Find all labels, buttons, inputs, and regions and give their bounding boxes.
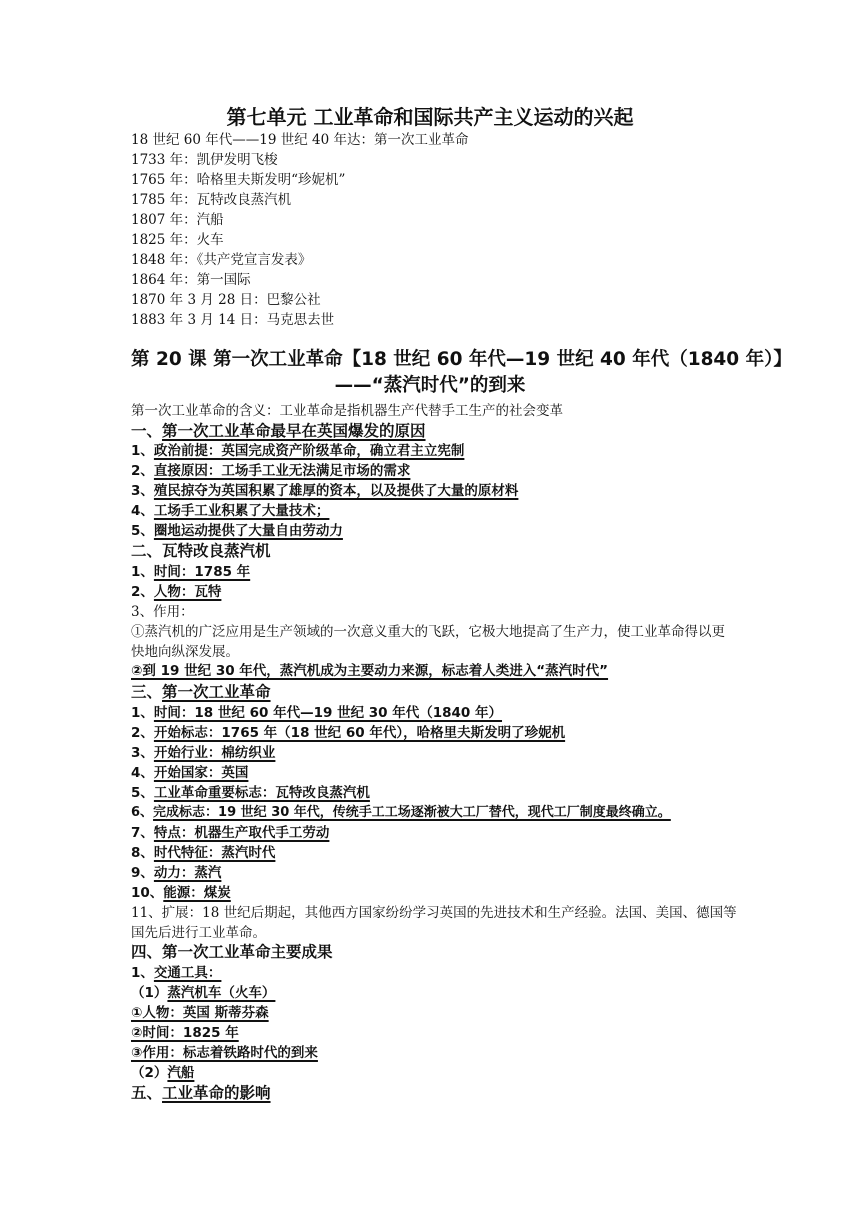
item-number: 10、	[131, 885, 164, 901]
section-2-heading: 二、瓦特改良蒸汽机	[131, 542, 271, 560]
list-item: ③作用：标志着铁路时代的到来	[131, 1045, 318, 1061]
timeline-item: 1883 年 3 月 14 日：马克思去世	[131, 312, 335, 328]
lesson-subtitle: ——“蒸汽时代”的到来	[334, 375, 526, 396]
list-item	[131, 963, 741, 983]
section-5-prefix: 五、	[131, 1084, 163, 1102]
effect-label: 3、作用：	[131, 604, 194, 620]
list-item	[131, 783, 741, 803]
section-1-heading	[131, 421, 741, 441]
timeline-item: 1785 年：瓦特改良蒸汽机	[131, 192, 292, 208]
list-item	[131, 763, 741, 783]
lesson-title: 第 20 课 第一次工业革命【18 世纪 60 年代—19 世纪 40 年代（1840 年）】	[131, 349, 792, 370]
list-item	[131, 743, 741, 763]
section-5-heading	[131, 1083, 741, 1103]
item-number: （1）	[131, 985, 168, 1001]
item-number: 4、	[131, 503, 154, 519]
item-text: 交通工具：	[153, 965, 222, 981]
list-item	[131, 461, 741, 481]
list-item	[131, 843, 741, 863]
item-number: 5、	[131, 785, 154, 801]
effect-conclusion: ②到 19 世纪 30 年代，蒸汽机成为主要动力来源，标志着人类进入“蒸汽时代”	[131, 663, 609, 679]
item-number: 8、	[131, 845, 154, 861]
item-number: 7、	[131, 825, 154, 841]
list-item	[131, 521, 741, 541]
list-item	[131, 883, 741, 903]
list-item	[131, 441, 741, 461]
list-item	[131, 562, 741, 582]
timeline-item: 1864 年：第一国际	[131, 272, 251, 288]
item-text: 政治前提：英国完成资产阶级革命，确立君主立宪制	[153, 443, 465, 459]
list-item	[131, 501, 741, 521]
effect-paragraph: ①蒸汽机的广泛应用是生产领域的一次意义重大的飞跃，它极大地提高了生产力，使工业革命得以更快地向纵深发展。	[131, 624, 725, 660]
item-number: 1、	[131, 965, 154, 981]
list-item	[131, 723, 741, 743]
item-text: 时代特征：蒸汽时代	[153, 845, 276, 861]
item-text: 直接原因：工场手工业无法满足市场的需求	[153, 463, 411, 479]
item-text: 人物：瓦特	[153, 584, 222, 600]
timeline-item: 1733 年：凯伊发明飞梭	[131, 152, 278, 168]
item-number: 3、	[131, 745, 154, 761]
list-item	[131, 823, 741, 843]
section-1-title: 第一次工业革命最早在英国爆发的原因	[162, 422, 426, 440]
item-text: 汽船	[167, 1065, 195, 1081]
section-3-heading	[131, 682, 741, 702]
section-3-title: 第一次工业革命	[162, 683, 271, 701]
item-text: 时间：18 世纪 60 年代—19 世纪 30 年代（1840 年）	[153, 705, 503, 721]
item-number: 2、	[131, 463, 154, 479]
item-text: 开始行业：棉纺织业	[153, 745, 276, 761]
item-number: 5、	[131, 523, 154, 539]
list-item	[131, 803, 741, 823]
item-text: 完成标志：19 世纪 30 年代，传统手工工场逐渐被大工厂替代，现代工厂制度最终确立。	[153, 805, 671, 820]
item-text: 工场手工业积累了大量技术；	[153, 503, 330, 519]
item-number: 2、	[131, 725, 154, 741]
item-number: 3、	[131, 483, 154, 499]
list-item	[131, 863, 741, 883]
item-number: 1、	[131, 443, 154, 459]
item-number: （2）	[131, 1065, 168, 1081]
section-1-prefix: 一、	[131, 422, 163, 440]
timeline-item: 1825 年：火车	[131, 232, 224, 248]
list-item	[131, 1063, 741, 1083]
timeline-item: 1765 年：哈格里夫斯发明“珍妮机”	[131, 172, 346, 188]
item-text: 殖民掠夺为英国积累了雄厚的资本，以及提供了大量的原材料	[153, 483, 519, 499]
section-3-prefix: 三、	[131, 683, 163, 701]
item-text: 圈地运动提供了大量自由劳动力	[153, 523, 343, 539]
item-text: 开始国家：英国	[153, 765, 249, 781]
item-text: 时间：1785 年	[153, 564, 251, 580]
unit-title: 第七单元 工业革命和国际共产主义运动的兴起	[226, 105, 634, 129]
definition-text: 第一次工业革命的含义：工业革命是指机器生产代替手工生产的社会变革	[131, 403, 563, 419]
item-number: 2、	[131, 584, 154, 600]
list-item	[131, 582, 741, 602]
timeline-item: 1870 年 3 月 28 日：巴黎公社	[131, 292, 321, 308]
item-text: 蒸汽机车（火车）	[167, 985, 276, 1001]
timeline-item: 1807 年：汽船	[131, 212, 224, 228]
item-text: 能源：煤炭	[163, 885, 231, 901]
item-number: 4、	[131, 765, 154, 781]
item-number: 1、	[131, 564, 154, 580]
list-item: ②时间：1825 年	[131, 1025, 239, 1041]
timeline-item: 18 世纪 60 年代——19 世纪 40 年达：第一次工业革命	[131, 132, 469, 148]
section-4-heading: 四、第一次工业革命主要成果	[131, 943, 333, 961]
item-text: 工业革命重要标志：瓦特改良蒸汽机	[153, 785, 370, 801]
list-item	[131, 481, 741, 501]
list-item	[131, 703, 741, 723]
item-text: 动力：蒸汽	[153, 865, 222, 881]
timeline-item: 1848 年：《共产党宣言发表》	[131, 252, 312, 268]
list-item: ①人物：英国 斯蒂芬森	[131, 1005, 269, 1021]
list-item	[131, 983, 741, 1003]
item-number: 1、	[131, 705, 154, 721]
section-5-title: 工业革命的影响	[162, 1084, 271, 1102]
extension-paragraph: 11、扩展：18 世纪后期起，其他西方国家纷纷学习英国的先进技术和生产经验。法国、美国、德国等国先后进行工业革命。	[131, 905, 737, 941]
item-number: 6、	[131, 805, 154, 820]
item-text: 特点：机器生产取代手工劳动	[153, 825, 330, 841]
item-number: 9、	[131, 865, 154, 881]
item-text: 开始标志：1765 年（18 世纪 60 年代），哈格里夫斯发明了珍妮机	[153, 725, 566, 741]
